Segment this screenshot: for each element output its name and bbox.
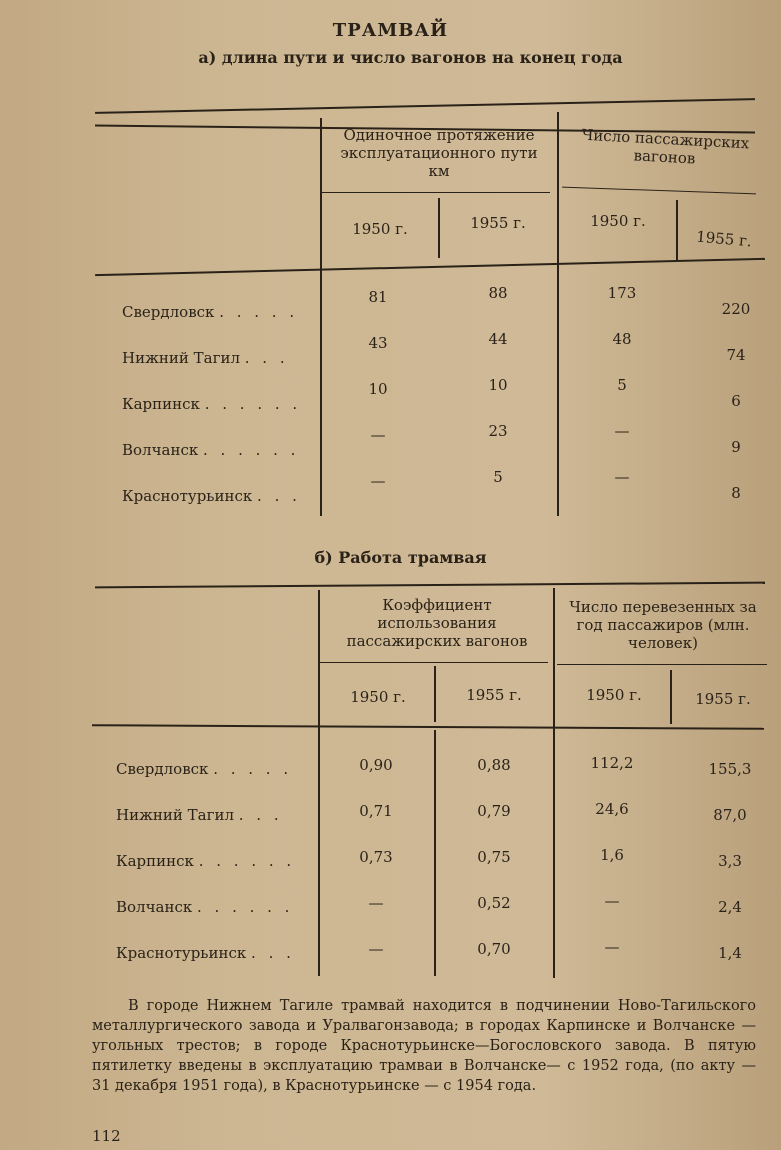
table-b-year-1: 1950 г. [350,688,406,706]
city-label: Карпинск [122,395,200,413]
table-b-divider-city [318,590,320,976]
page-number: 112 [92,1127,121,1145]
table-cell: 24,6 [595,800,629,818]
table-cell: 6 [731,392,741,410]
table-cell: — [370,426,386,444]
table-b-divider-body1 [434,730,436,976]
city-label: Свердловск [122,303,215,321]
table-cell: 0,88 [477,756,511,774]
leader-dots: . . . . . . [204,395,302,413]
table-cell: 0,90 [359,756,393,774]
table-cell: 220 [721,300,751,318]
table-b-year-3: 1950 г. [586,686,642,704]
table-a-group1-underline [322,192,550,193]
city-name [116,806,283,824]
table-cell: 173 [607,284,637,302]
table-a-divider-city [320,118,322,516]
page-title: ТРАМВАЙ [332,20,449,41]
leader-dots: . . . [251,944,295,962]
table-b-year-2: 1955 г. [466,686,522,704]
leader-dots: . . . . . [219,303,299,321]
table-cell: 0,70 [477,940,511,958]
table-cell: 155,3 [708,760,752,778]
table-cell: — [368,940,384,958]
table-a-header-rule [95,258,765,276]
table-cell: 8 [731,484,741,502]
table-cell: 112,2 [590,754,634,772]
table-cell: — [614,422,630,440]
table-cell: — [614,468,630,486]
table-b-group2-underline [557,664,767,665]
table-b-group1-header: Коэффициент использования пассажирских вагонов [346,596,528,650]
city-name [122,441,299,459]
table-cell: 81 [368,288,388,306]
city-name [122,349,289,367]
footnote-text: В городе Нижнем Тагиле трамвай находится в подчинении Ново-Тагильского металлургического завода и Уралвагонзавода; в городах Карпинске и Волчанске — угольных трестов; в городе Краснотурьинске—Богословского завода. В пятую пятилетку введены в эксплуатацию трамваи в Волчанске— с 1952 года, (по акту — 31 декабря 1951 года), в Краснотурьинске — с 1954 года. [92,998,756,1094]
table-a-year-4: 1955 г. [695,227,753,251]
table-a-divider-group [557,112,559,516]
table-cell: 87,0 [713,806,747,824]
table-cell: 0,52 [477,894,511,912]
city-label: Краснотурьинск [116,944,247,962]
table-cell: 43 [368,334,388,352]
city-label: Нижний Тагил [116,806,234,824]
table-cell: 10 [488,376,508,394]
table-cell: 5 [493,468,503,486]
city-name [116,944,295,962]
table-b-divider-year1 [434,666,436,722]
table-cell: 5 [617,376,627,394]
table-cell: 9 [731,438,741,456]
city-label: Волчанск [122,441,199,459]
table-a-divider-year1 [438,198,440,258]
table-cell: 1,6 [600,846,624,864]
table-cell: 0,75 [477,848,511,866]
city-name [116,760,292,778]
leader-dots: . . . . . [213,760,293,778]
table-cell: 88 [488,284,508,302]
table-b-subtitle: б) Работа трамвая [314,548,487,567]
table-cell: 3,3 [718,852,742,870]
table-a-year-3: 1950 г. [590,212,646,230]
table-cell: 0,71 [359,802,393,820]
table-cell: 0,79 [477,802,511,820]
table-b-divider-year2 [670,670,672,724]
table-b-header-rule [92,724,764,730]
leader-dots: . . . [238,806,283,824]
table-b-group1-underline [320,662,548,663]
table-b-top-rule [95,582,765,589]
table-a-year-2: 1955 г. [470,214,526,232]
table-cell: 23 [488,422,508,440]
leader-dots: . . . [244,349,289,367]
city-name [122,303,298,321]
city-label: Карпинск [116,852,194,870]
table-b-divider-group [553,588,555,978]
table-a-year-1: 1950 г. [352,220,408,238]
city-name [122,487,301,505]
city-name [116,898,293,916]
leader-dots: . . . [257,487,301,505]
table-cell: 0,73 [359,848,393,866]
city-name [122,395,301,413]
table-a-top-rule [95,98,755,114]
leader-dots: . . . . . . [203,441,300,459]
table-a-group1-header: Одиночное протяжение эксплуатационного пути км [340,126,538,180]
city-label: Нижний Тагил [122,349,240,367]
leader-dots: . . . . . . [198,852,296,870]
table-cell: 10 [368,380,388,398]
city-label: Свердловск [116,760,209,778]
table-cell: 2,4 [718,898,742,916]
table-cell: — [368,894,384,912]
table-cell: 48 [612,330,632,348]
table-a-divider-year2 [676,200,678,260]
table-cell: — [604,938,620,956]
table-cell: 44 [488,330,508,348]
table-cell: — [604,892,620,910]
table-b-year-4: 1955 г. [695,690,751,708]
table-a-subtitle: а) длина пути и число вагонов на конец года [198,48,623,67]
table-cell: — [370,472,386,490]
table-cell: 74 [726,346,746,364]
table-cell: 1,4 [718,944,742,962]
table-a-group2-underline [562,187,756,195]
city-name [116,852,295,870]
city-label: Краснотурьинск [122,487,253,505]
leader-dots: . . . . . . [197,898,294,916]
table-b-group2-header: Число перевезенных за год пассажиров (млн. человек) [569,598,757,652]
city-label: Волчанск [116,898,193,916]
table-a-group2-header: Число пассажирских вагонов [581,125,750,168]
